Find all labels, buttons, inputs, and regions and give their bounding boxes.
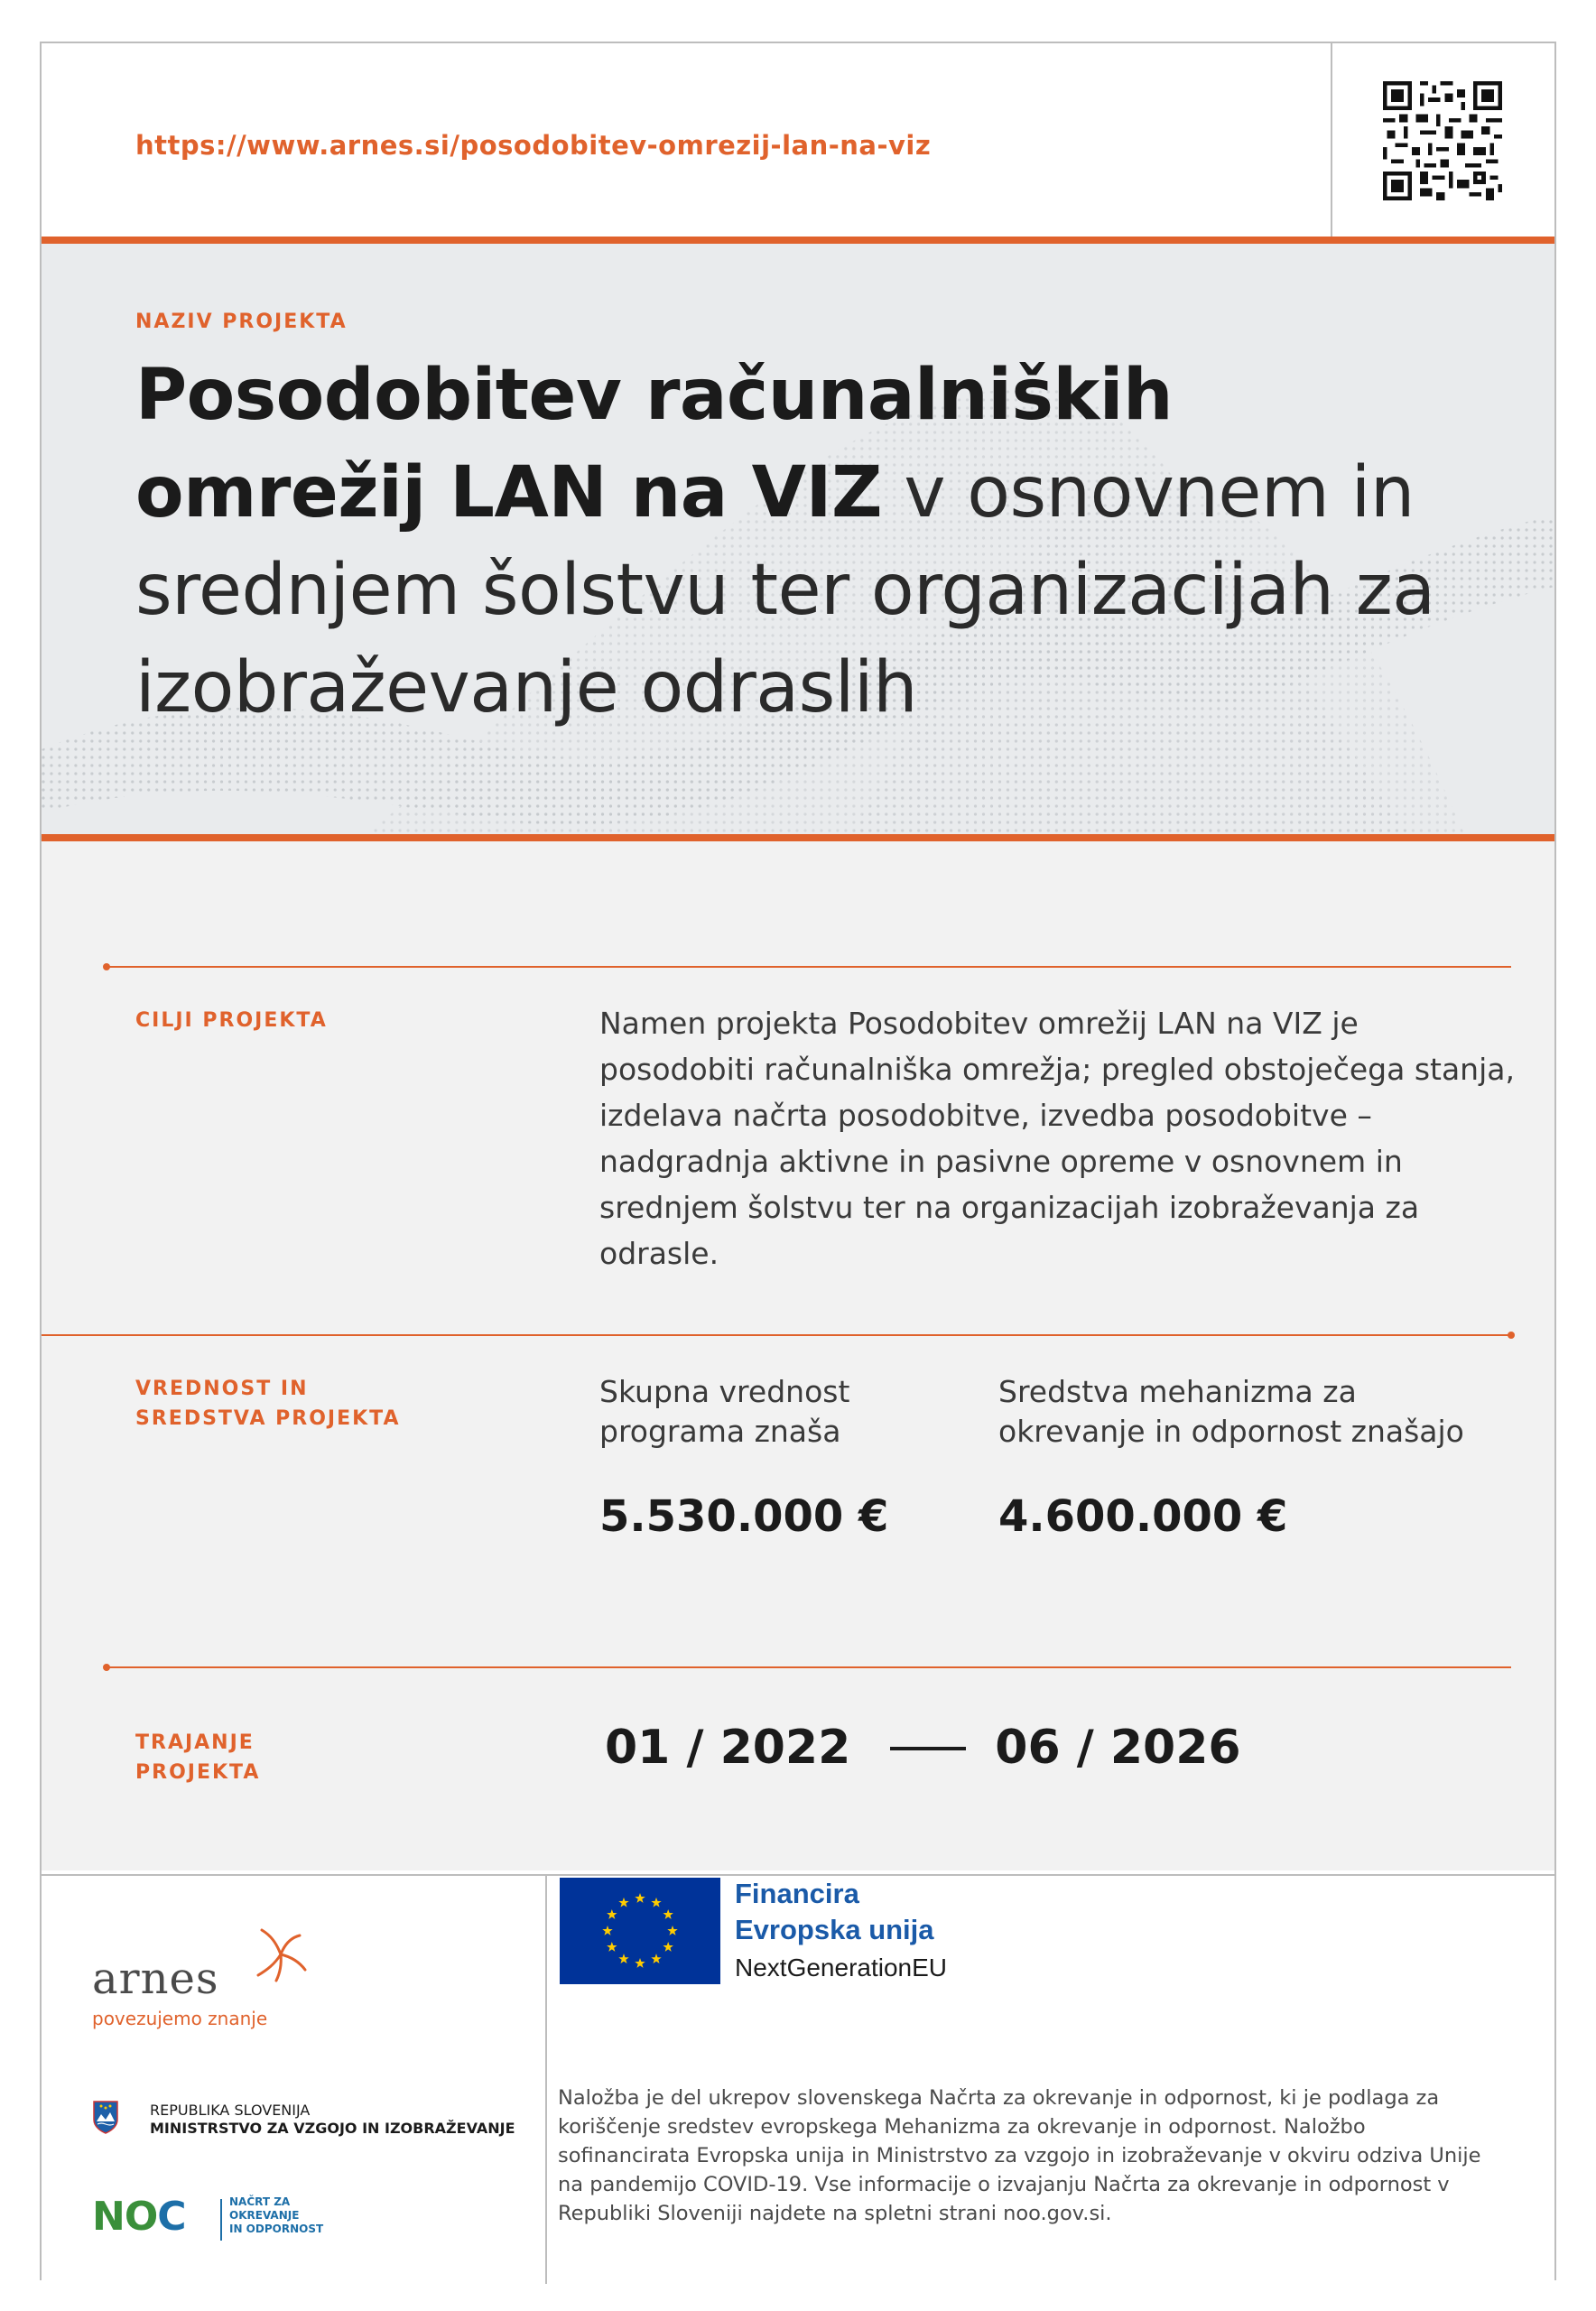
orange-divider-bottom <box>42 834 1554 841</box>
total-value-text <box>599 1372 979 1452</box>
eu-funding-line-1: Financira <box>735 1878 859 1909</box>
noo-separator <box>220 2199 222 2241</box>
eu-funding-line-3: NextGenerationEU <box>735 1954 948 1982</box>
noo-line-1: NAČRT ZA <box>229 2195 291 2208</box>
rrf-value-amount: 4.600.000 € <box>998 1491 1288 1542</box>
orange-divider-top <box>42 237 1554 244</box>
noo-text <box>229 2195 323 2236</box>
project-url[interactable]: https://www.arnes.si/posodobitev-omrezij-lan-na-viz <box>135 130 932 161</box>
title-light-line-4: izobraževanje odraslih <box>135 647 918 729</box>
goals-divider <box>107 966 1511 968</box>
title-light-line-3: srednjem šolstvu ter organizacijah za <box>135 550 1435 631</box>
rrf-value-text <box>998 1372 1540 1452</box>
total-value-amount: 5.530.000 € <box>599 1491 889 1542</box>
duration-label-line-2: PROJEKTA <box>135 1761 261 1784</box>
partner-logos <box>42 1876 547 2284</box>
title-bold-line-2: omrežij LAN na VIZ <box>135 452 883 534</box>
noo-letter-n: N <box>92 2194 125 2240</box>
duration-label <box>135 1728 406 1787</box>
slovenia-crest-icon <box>92 2100 119 2134</box>
noo-wordmark <box>92 2194 186 2240</box>
noo-letter-c: C <box>157 2194 186 2240</box>
date-range-dash <box>890 1747 966 1750</box>
duration-label-line-1: TRAJANJE <box>135 1731 255 1754</box>
start-date: 01 / 2022 <box>605 1721 851 1775</box>
duration-divider <box>107 1666 1511 1668</box>
total-value-line-2: programa znaša <box>599 1414 841 1449</box>
rrf-value-line-2: okrevanje in odpornost znašajo <box>998 1414 1464 1449</box>
value-label <box>135 1374 406 1434</box>
value-label-line-1: VREDNOST IN <box>135 1378 309 1400</box>
goals-label: CILJI PROJEKTA <box>135 1009 328 1032</box>
value-label-line-2: SREDSTVA PROJEKTA <box>135 1407 401 1430</box>
goals-text: Namen projekta Posodobitev omrežij LAN na VIZ je posodobiti računalniška omrežja; pregled obstoječega stanja, izdelava načrta posodobitve, izvedba posodobitve – nadgradnja aktivne in pasivne opreme v osnovnem in srednjem šolstvu ter na organizacijah izobraževanja za odrasle. <box>599 1006 1515 1271</box>
title-bold-line-1: Posodobitev računalniških <box>135 355 1174 436</box>
arnes-tagline: povezujemo znanje <box>92 2008 268 2029</box>
ministry-line-1: REPUBLIKA SLOVENIJA <box>150 2102 311 2119</box>
noo-letter-o: O <box>124 2194 158 2240</box>
qr-code-icon <box>1379 81 1506 200</box>
arnes-logo-text: arnes <box>92 1954 219 2004</box>
end-date: 06 / 2026 <box>995 1721 1241 1775</box>
duration-dates <box>605 1721 1241 1775</box>
title-light-line-2: v osnovnem in <box>882 452 1415 534</box>
noo-line-2: OKREVANJE <box>229 2209 300 2222</box>
ministry-line-2: MINISTRSTVO ZA VZGOJO IN IZOBRAŽEVANJE <box>150 2120 515 2137</box>
qr-code-box <box>1331 43 1554 237</box>
noo-line-3: IN ODPORNOST <box>229 2223 324 2235</box>
eu-funding-line-2: Evropska unija <box>735 1914 934 1945</box>
project-title <box>135 347 1453 737</box>
eu-flag-icon <box>560 1878 720 1984</box>
total-value-line-1: Skupna vrednost <box>599 1374 850 1409</box>
project-name-label: NAZIV PROJEKTA <box>135 311 348 333</box>
poster-header <box>42 43 1554 237</box>
details-section <box>42 841 1554 1870</box>
hero-section <box>42 244 1554 834</box>
rrf-value-line-1: Sredstva mehanizma za <box>998 1374 1357 1409</box>
funding-disclaimer: Naložba je del ukrepov slovenskega Načrta za okrevanje in odpornost, ki je podlaga za koriščenje sredstev evropskega Mehanizma za okrevanje in odpornost. Naložbo sofinancirata Evropska unija in Ministrstvo za vzgojo in izobraževanje v okviru odziva Unije na pandemijo COVID-19. Vse informacije o izvajanju Načrta za okrevanje in odpornost v Republiki Sloveniji najdete na spletni strani noo.gov.si. <box>558 2086 1481 2225</box>
arnes-star-icon <box>249 1923 312 1986</box>
value-divider <box>42 1334 1511 1336</box>
